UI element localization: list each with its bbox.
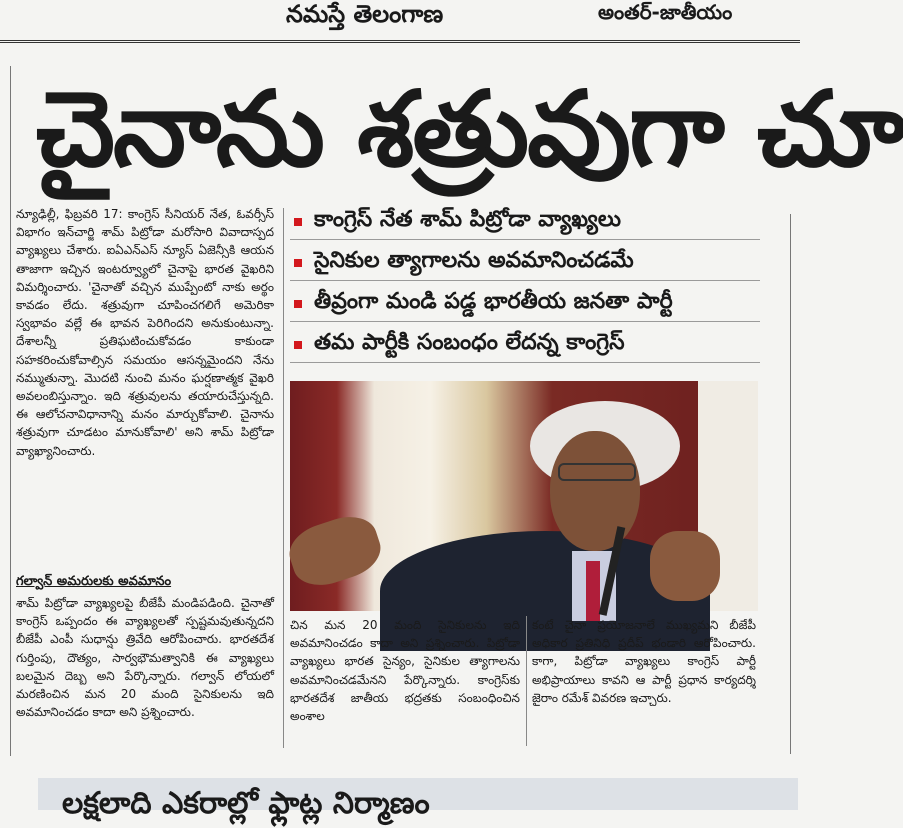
column-divider [283, 208, 284, 748]
photo-glasses [558, 463, 636, 481]
photo-hand-right [650, 531, 720, 601]
bullet-square-icon [294, 259, 302, 267]
highlight-text: తీవ్రంగా మండి పడ్డ భారతీయ జనతా పార్టీ [314, 289, 673, 314]
left-rule [10, 66, 11, 756]
article-column-right: కంటే చైనా ప్రయోజనాలే ముఖ్యమని బీజేపీ అధికార ప్రతినిధి ప్రదీప్ భండారి ఆరోపించారు. కాగా, పిట్రోడా వ్యాఖ్యలు కాంగ్రెస్ పార్టీ అభిప్రాయాలు కావని ఆ పార్టీ ప్రధాన కార్యదర్శి జైరాం రమేశ్ వివరణ ఇచ్చారు. [532, 618, 756, 705]
highlight-item [290, 246, 760, 281]
photo-hand-left [283, 509, 387, 594]
newspaper-name: నమస్తే తెలంగాణ [286, 0, 444, 28]
column-divider [526, 616, 527, 746]
next-story-box [38, 778, 798, 821]
masthead [0, 0, 800, 43]
next-story-headline: లక్షలాది ఎకరాల్లో ఫ్లాట్ల నిర్మాణం [62, 786, 430, 821]
photo-tie [586, 561, 600, 621]
article-column-left-2: శామ్ పిట్రోడా వ్యాఖ్యలపై బీజేపీ మండిపడింది. చైనాతో కాంగ్రెస్ ఒప్పందం ఈ వ్యాఖ్యలతో స్పష్టమవుతున్నదని బీజేపీ ఎంపీ సుధాన్షు త్రివేది ఆరోపించారు. భారతదేశ గుర్తింపు, దౌత్యం, సార్వభౌమత్వానికి ఈ వ్యాఖ్యలు బలమైన దెబ్బ అని పేర్కొన్నారు. గల్వాన్ లోయలో మరణించిన మన 20 మంది సైనికులను ఇది అవమానించడం కాదా అని ప్రశ్నించారు. [16, 596, 274, 720]
highlight-text: కాంగ్రెస్ నేత శామ్ పిట్రోడా వ్యాఖ్యలు [314, 207, 622, 232]
section-label: అంతర్-జాతీయం [598, 0, 733, 24]
bullet-square-icon [294, 300, 302, 308]
article-column-middle: చిన మన 20 మంది సైనికులను ఇది అవమానించడం కాదా అని ప్రశ్నించారు. పిట్రోడా వ్యాఖ్యలు భారత సైన్యం, సైనికుల త్యాగాలను అవమానించడమేనని పేర్కొన్నారు. కాంగ్రెస్‌కు భారతదేశ జాతీయ భద్రతకు సంబంధించిన అంశాల [290, 618, 520, 724]
bullet-square-icon [294, 341, 302, 349]
news-photo [290, 381, 758, 611]
highlight-item [290, 287, 760, 322]
highlights-list [290, 205, 760, 369]
highlight-item [290, 205, 760, 240]
article-subheading: గల్వాన్ అమరులకు అవమానం [16, 574, 172, 589]
photo-face [550, 431, 640, 551]
article-column-left: న్యూఢిల్లీ, ఫిబ్రవరి 17: కాంగ్రెస్ సీనియర్ నేత, ఓవర్సీస్ విభాగం ఇన్‌చార్జి శామ్ పిట్రోడా మరోసారి వివాదాస్పద వ్యాఖ్యలు చేశారు. ఐఏఎన్ఎస్ న్యూస్ ఏజెన్సీకి ఆయన తాజాగా ఇచ్చిన ఇంటర్వ్యూలో చైనాపై భారత వైఖరిని విమర్శించారు. 'చైనాతో వచ్చిన ముప్పేంటో నాకు అర్థం కావడం లేదు. శత్రువుగా చూపించగలిగే అమెరికా స్వభావం వల్లే ఈ భావన పెరిగిందని అనుకుంటున్నా. దేశాలన్నీ ప్రతిఘటించుకోవడం కాకుండా సహకరించుకోవాల్సిన సమయం ఆసన్నమైందని నేను నమ్ముతున్నా. మొదటి నుంచి మనం ఘర్షణాత్మక వైఖరి అవలంబిస్తున్నాం. ఇది శత్రువులను తయారుచేస్తున్నది. ఈ ఆలోచనావిధానాన్ని మనం మార్చుకోవాలి. చైనాను శత్రువుగా చూడటం మానుకోవాలి' అని శామ్ పిట్రోడా వ్యాఖ్యానించారు. [16, 207, 274, 458]
right-rule [790, 214, 791, 754]
highlight-text: సైనికుల త్యాగాలను అవమానించడమే [314, 248, 634, 273]
highlight-item [290, 328, 760, 363]
headline: చైనాను శత్రువుగా చూ [36, 68, 903, 190]
bullet-square-icon [294, 218, 302, 226]
highlight-text: తమ పార్టీకి సంబంధం లేదన్న కాంగ్రెస్ [314, 330, 625, 355]
